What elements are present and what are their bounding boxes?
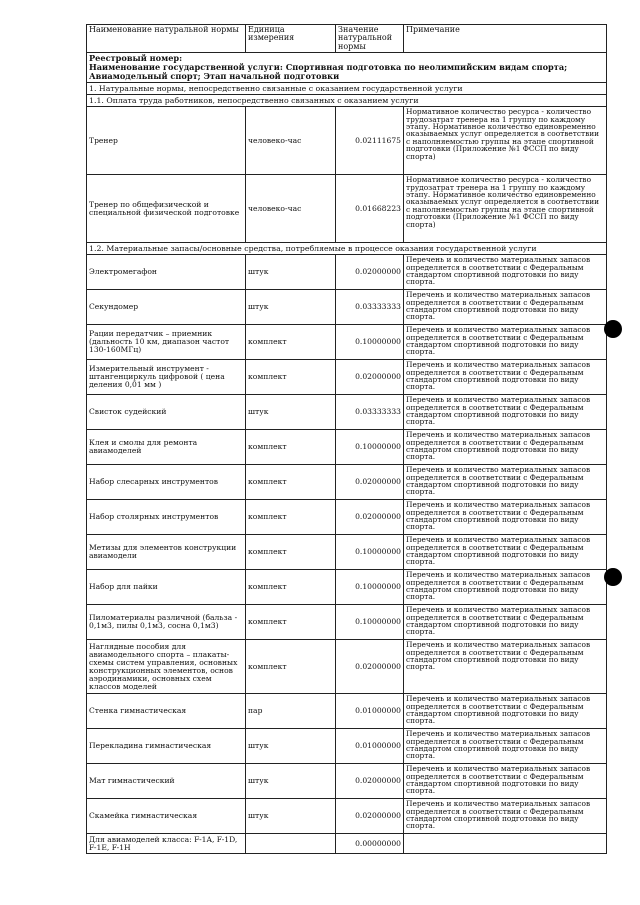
row-note: Перечень и количество материальных запасов определяется в соответствии с Федеральным стандартом спортивной подготовки по виду спорта.: [404, 694, 607, 729]
row-value: 0.10000000: [336, 570, 404, 605]
row-unit: комплект: [246, 360, 336, 395]
table-row: [87, 729, 607, 764]
row-note: Перечень и количество материальных запасов определяется в соответствии с Федеральным стандартом спортивной подготовки по виду спорта.: [404, 290, 607, 325]
header-note: Примечание: [404, 25, 607, 53]
row-value: 0.10000000: [336, 325, 404, 360]
section-row: [87, 95, 607, 107]
table-row: [87, 107, 607, 175]
row-unit: комплект: [246, 500, 336, 535]
table-row: [87, 570, 607, 605]
row-note: Перечень и количество материальных запасов определяется в соответствии с Федеральным стандартом спортивной подготовки по виду спорта.: [404, 640, 607, 694]
row-name: Тренер: [87, 107, 246, 175]
row-note: Перечень и количество материальных запасов определяется в соответствии с Федеральным стандартом спортивной подготовки по виду спорта.: [404, 465, 607, 500]
registry-row: [87, 53, 607, 83]
row-name: Мат гимнастический: [87, 764, 246, 799]
table-row: [87, 290, 607, 325]
table-row: [87, 640, 607, 694]
table-row: [87, 395, 607, 430]
row-unit: человеко-час: [246, 107, 336, 175]
row-name: Измерительный инструмент - штангенциркуль цифровой ( цена деления 0,01 мм ): [87, 360, 246, 395]
row-unit: штук: [246, 799, 336, 834]
row-note: Перечень и количество материальных запасов определяется в соответствии с Федеральным стандартом спортивной подготовки по виду спорта.: [404, 799, 607, 834]
row-value: 0.02000000: [336, 764, 404, 799]
row-name: Набор столярных инструментов: [87, 500, 246, 535]
table-row: [87, 360, 607, 395]
section-1-2-title: 1.2. Материальные запасы/основные средства, потребляемые в процессе оказания государственной услуги: [87, 243, 607, 255]
row-name: Скамейка гимнастическая: [87, 799, 246, 834]
row-unit: комплект: [246, 570, 336, 605]
row-value: 0.02000000: [336, 799, 404, 834]
table-row: [87, 500, 607, 535]
row-value: 0.02000000: [336, 360, 404, 395]
table-header-row: [87, 25, 607, 53]
row-name: Метизы для элементов конструкции авиамодели: [87, 535, 246, 570]
row-note: Нормативное количество ресурса - количество трудозатрат тренера на 1 группу по каждому этапу. Нормативное количество единовременно оказываемых услуг определяется в соответствии с наполняемостью группы на этапе спортивной подготовки (Приложение №1 ФССП по виду спорта): [404, 107, 607, 175]
row-name: Клея и смолы для ремонта авиамоделей: [87, 430, 246, 465]
row-name: Для авиамоделей класса: F-1A, F-1D, F-1E, F-1H: [87, 834, 246, 854]
row-value: 0.02111675: [336, 107, 404, 175]
row-value: 0.10000000: [336, 430, 404, 465]
table-row: [87, 175, 607, 243]
registry-cell: [87, 53, 607, 83]
table-row: [87, 255, 607, 290]
row-value: 0.00000000: [336, 834, 404, 854]
row-note: Перечень и количество материальных запасов определяется в соответствии с Федеральным стандартом спортивной подготовки по виду спорта.: [404, 729, 607, 764]
row-value: 0.10000000: [336, 605, 404, 640]
row-value: 0.03333333: [336, 290, 404, 325]
table-row: [87, 535, 607, 570]
row-name: Рации передатчик – приемник (дальность 10 км, диапазон частот 130-160МГц): [87, 325, 246, 360]
row-value: 0.03333333: [336, 395, 404, 430]
row-unit: штук: [246, 255, 336, 290]
row-name: Перекладина гимнастическая: [87, 729, 246, 764]
row-name: Набор для пайки: [87, 570, 246, 605]
service-name: Наименование государственной услуги: Спортивная подготовка по неолимпийским видам спорта;: [89, 62, 568, 73]
row-note: Перечень и количество материальных запасов определяется в соответствии с Федеральным стандартом спортивной подготовки по виду спорта.: [404, 430, 607, 465]
row-value: 0.02000000: [336, 640, 404, 694]
row-note: Перечень и количество материальных запасов определяется в соответствии с Федеральным стандартом спортивной подготовки по виду спорта.: [404, 570, 607, 605]
row-name: Секундомер: [87, 290, 246, 325]
row-name: Электромегафон: [87, 255, 246, 290]
row-note: Перечень и количество материальных запасов определяется в соответствии с Федеральным стандартом спортивной подготовки по виду спорта.: [404, 325, 607, 360]
punch-hole: [604, 320, 622, 338]
row-note: Перечень и количество материальных запасов определяется в соответствии с Федеральным стандартом спортивной подготовки по виду спорта.: [404, 360, 607, 395]
table-row: [87, 325, 607, 360]
row-unit: комплект: [246, 325, 336, 360]
row-value: 0.01000000: [336, 729, 404, 764]
table-row: [87, 694, 607, 729]
row-value: 0.01668223: [336, 175, 404, 243]
row-unit: комплект: [246, 465, 336, 500]
row-unit: комплект: [246, 605, 336, 640]
row-name: Тренер по общефизической и специальной физической подготовке: [87, 175, 246, 243]
header-name: Наименование натуральной нормы: [87, 25, 246, 53]
row-unit: комплект: [246, 430, 336, 465]
header-unit: Единица измерения: [246, 25, 336, 53]
header-value: Значение натуральной нормы: [336, 25, 404, 53]
row-unit: пар: [246, 694, 336, 729]
row-unit: штук: [246, 290, 336, 325]
row-unit: [246, 834, 336, 854]
table-row: [87, 764, 607, 799]
punch-hole: [604, 568, 622, 586]
section-row: [87, 83, 607, 95]
norms-table: [86, 24, 607, 854]
row-unit: штук: [246, 764, 336, 799]
row-unit: комплект: [246, 535, 336, 570]
service-stage: Авиамодельный спорт; Этап начальной подготовки: [89, 71, 340, 82]
row-note: Перечень и количество материальных запасов определяется в соответствии с Федеральным стандартом спортивной подготовки по виду спорта.: [404, 535, 607, 570]
row-value: 0.02000000: [336, 465, 404, 500]
row-note: Перечень и количество материальных запасов определяется в соответствии с Федеральным стандартом спортивной подготовки по виду спорта.: [404, 255, 607, 290]
row-value: 0.01000000: [336, 694, 404, 729]
row-name: Наглядные пособия для авиамодельного спорта – плакаты-схемы систем управления, основных конструкционных элементов, основ аэродинамики, основных схем классов моделей: [87, 640, 246, 694]
row-note: Перечень и количество материальных запасов определяется в соответствии с Федеральным стандартом спортивной подготовки по виду спорта.: [404, 500, 607, 535]
row-note: Перечень и количество материальных запасов определяется в соответствии с Федеральным стандартом спортивной подготовки по виду спорта.: [404, 605, 607, 640]
table-row: [87, 430, 607, 465]
row-unit: штук: [246, 395, 336, 430]
table-row: [87, 834, 607, 854]
table-row: [87, 605, 607, 640]
row-note: Перечень и количество материальных запасов определяется в соответствии с Федеральным стандартом спортивной подготовки по виду спорта.: [404, 764, 607, 799]
row-value: 0.02000000: [336, 500, 404, 535]
section-1-title: 1. Натуральные нормы, непосредственно связанные с оказанием государственной услуги: [87, 83, 607, 95]
row-name: Свисток судейский: [87, 395, 246, 430]
row-note: Перечень и количество материальных запасов определяется в соответствии с Федеральным стандартом спортивной подготовки по виду спорта.: [404, 395, 607, 430]
row-unit: штук: [246, 729, 336, 764]
section-1-1-title: 1.1. Оплата труда работников, непосредственно связанных с оказанием услуги: [87, 95, 607, 107]
row-value: 0.10000000: [336, 535, 404, 570]
row-unit: комплект: [246, 640, 336, 694]
row-note: [404, 834, 607, 854]
row-name: Пиломатериалы различной (бальза - 0,1м3, пилы 0,1м3, сосна 0,1м3): [87, 605, 246, 640]
row-unit: человеко-час: [246, 175, 336, 243]
row-note: Нормативное количество ресурса - количество трудозатрат тренера на 1 группу по каждому этапу. Нормативное количество единовременно оказываемых услуг определяется в соответствии с наполняемостью группы на этапе спортивной подготовки (Приложение №1 ФССП по виду спорта): [404, 175, 607, 243]
row-name: Набор слесарных инструментов: [87, 465, 246, 500]
row-name: Стенка гимнастическая: [87, 694, 246, 729]
section-row: [87, 243, 607, 255]
table-row: [87, 799, 607, 834]
registry-number: Реестровый номер:: [89, 53, 183, 64]
row-value: 0.02000000: [336, 255, 404, 290]
table-row: [87, 465, 607, 500]
